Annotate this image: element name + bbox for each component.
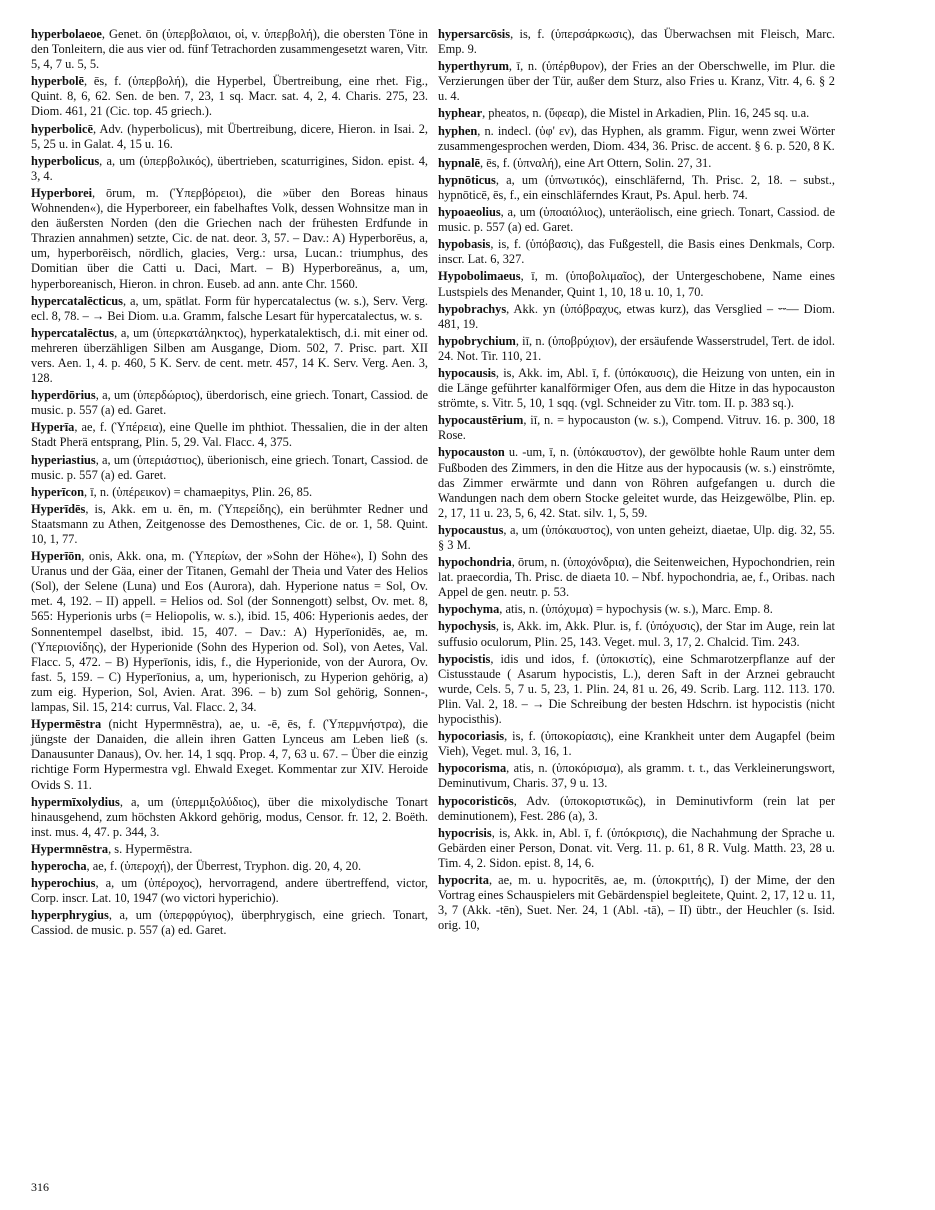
entry-lemma: hypobrychium bbox=[438, 333, 516, 348]
entry-lemma: hypocausis bbox=[438, 365, 496, 380]
dictionary-entry bbox=[31, 74, 428, 119]
entry-lemma: hyperbolē bbox=[31, 74, 85, 89]
dictionary-entry bbox=[31, 549, 428, 715]
dictionary-entry bbox=[438, 602, 835, 617]
entry-text: , ae, f. (Ὑπέρεια), eine Quelle im phthiot. Thessalien, die in der alten Stadt Pherä entsprang, Plin. 5, 29. Val. Flacc. 4, 375. bbox=[31, 420, 428, 450]
entry-text: , a, um (ὑπνωτικός), einschläfernd, Th. Prisc. 2, 18. – subst., hypnōticē, ēs, f., ein einschläferndes Kraut, Ps. Apul. herb. 74. bbox=[438, 172, 835, 202]
entry-text: , is, f. (ὑπόβασις), das Fußgestell, die Basis eines Denkmals, Corp. inscr. Lat. 6, 327. bbox=[438, 237, 835, 267]
entry-text: , a, um (ὑπερκατάληκτος), hyperkatalektisch, d.i. mit einer od. mehreren überzähligen Silben am Ausgange, Diom. 502, 7. Prisc. part. XII vers. Aen. 1, 4. p. 460, 5 K. Serv. de cent. metr. 457, 14 K. Serv. Verg. Aen. 3, 128. bbox=[31, 325, 428, 386]
dictionary-entry bbox=[31, 502, 428, 547]
entry-lemma: hyperphrygius bbox=[31, 908, 109, 923]
dictionary-entry bbox=[438, 761, 835, 791]
entry-lemma: hypoaeolius bbox=[438, 205, 501, 220]
dictionary-entry bbox=[438, 106, 835, 121]
entry-text: , a, um (ὑπερδώριος), überdorisch, eine griech. Tonart, Cassiod. de music. p. 557 (a) ed. Garet. bbox=[31, 388, 428, 418]
dictionary-entry bbox=[31, 908, 428, 938]
entry-text: , a, um (ὑπόκαυστος), von unten geheizt, diaetae, Ulp. dig. 32, 55. § 3 M. bbox=[438, 522, 835, 552]
entry-lemma: hypocistis bbox=[438, 651, 491, 666]
dictionary-entry bbox=[438, 302, 835, 332]
dictionary-entry bbox=[31, 294, 428, 324]
dictionary-entry bbox=[438, 173, 835, 203]
entry-text: , a, um (ὑποαιόλιος), unteräolisch, eine griech. Tonart, Cassiod. de music. p. 557 (a) ed. Garet. bbox=[438, 205, 835, 235]
entry-lemma: hyperiastius bbox=[31, 452, 96, 467]
entry-text: , is, f. (ὑπερσάρκωσις), das Überwachsen mit Fleisch, Marc. Emp. 9. bbox=[438, 27, 835, 57]
dictionary-entry bbox=[438, 156, 835, 171]
dictionary-entry bbox=[31, 420, 428, 450]
right-column bbox=[438, 27, 835, 935]
dictionary-entry bbox=[31, 27, 428, 72]
entry-text: , ēs, f. (ὑπναλή), eine Art Ottern, Solin. 27, 31. bbox=[480, 155, 712, 170]
left-column bbox=[31, 27, 428, 940]
dictionary-entry bbox=[31, 842, 428, 857]
entry-text: (nicht Hypermnēstra), ae, u. -ē, ēs, f. (Ὑπερμνήστρα), die jüngste der Danaiden, die allein ihren Gatten Lynceus am Leben ließ (s. Danausunter Danaus), Ov. her. 14, 1 sqq. Prop. 4, 7, 63 u. 67. – Über die einzig richtige Form Hypermestra vgl. Ehwald Exeget. Kommentar zur XIV. Heroide Ovids S. 11. bbox=[31, 717, 428, 792]
entry-text: , ae, m. u. hypocritēs, ae, m. (ὑποκριτής), I) der Mime, der den Vortrag eines Schauspielers mit Gebärdenspiel begleitete, Quint. 2, 17, 12 u. 11, 3, 7 (Akk. -tēn), Suet. Ner. 24, 1 (Abl. -tā), – II) übtr., der Heuchler (s. Isid. orig. 10, bbox=[438, 872, 835, 933]
entry-lemma: hypocaustus bbox=[438, 522, 504, 537]
entry-text: , ī, n. (ὑπέρθυρον), der Fries an der Oberschwelle, im Plur. die Verzierungen über der Tür, außer dem Sturz, also Fries u. Kranz, Vitr. 4, 6. § 2 u. 4. bbox=[438, 59, 835, 104]
entry-text: , atis, n. (ὑπόχυμα) = hypochysis (w. s.), Marc. Emp. 8. bbox=[499, 602, 773, 617]
dictionary-entry bbox=[438, 652, 835, 727]
dictionary-entry bbox=[438, 269, 835, 299]
dictionary-entry bbox=[31, 485, 428, 500]
page-number: 316 bbox=[31, 1180, 49, 1194]
entry-text: , n. indecl. (ὑφ' εν), das Hyphen, als gramm. Figur, wenn zwei Wörter zusammengesprochen werden, Diom. 434, 36. Prisc. de accent. § 6. p. 520, 8 K. bbox=[438, 123, 835, 153]
entry-text: , is, Akk. em u. ēn, m. (Ὑπερείδης), ein berühmter Redner und Staatsmann zu Athen, Zeitgenosse des Demosthenes, Cic. de or. 1, 58. Quint. 10, 1, 77. bbox=[31, 501, 428, 546]
entry-text: , onis, Akk. ona, m. (Ὑπερίων, der »Sohn der Höhe«), I) Sohn des Uranus und der Gäa, einer der Titanen, Gemahl der Theia und Vater des Helios (Sol), der Selene (Luna) und Eos (Aurora), dah. Hyperione natus = Sol, Ov. met. 4, 192. – II) appell. = Helios od. Sol (der Sonnengott) selbst, Ov. met. 8, 565: Hyperionis urbs (= Heliopolis, w. s.), ibid. 15, 406: Hyperionis aedes, der Sonnentempel daselbst, ibid. 15, 407. – Dav.: A) Hyperīonidēs, ae, m. (Ὑπεριονίδης), der Hyperionide (Sohn des Hyperion od. Sol), von Aetes, Val. Flacc. 5, 472. – B) Hyperīonis, idis, f., die Hyperionide, von der Aurora, Ov. fast. 5, 159. – C) Hyperīonius, a, um, hyperionisch, zu Hyperion gehörig, a) zum eig. Hyperion, Sol, Avien. Arat. 396. – b) zum Sol gehörig, Sonnen-, lampas, Sil. 15, 214: currus, Val. Flacc. 2, 34. bbox=[31, 549, 428, 715]
entry-lemma: hypocaustērium bbox=[438, 413, 524, 428]
dictionary-entry bbox=[438, 619, 835, 649]
dictionary-entry bbox=[438, 27, 835, 57]
dictionary-entry bbox=[438, 794, 835, 824]
dictionary-entry bbox=[31, 859, 428, 874]
entry-lemma: hyperdōrius bbox=[31, 388, 96, 403]
entry-text: , ae, f. (ὑπεροχή), der Überrest, Tryphon. dig. 20, 4, 20. bbox=[86, 858, 362, 873]
entry-lemma: hyperbolicē bbox=[31, 121, 93, 136]
dictionary-entry bbox=[31, 453, 428, 483]
entry-lemma: hypercatalēcticus bbox=[31, 293, 123, 308]
entry-text: , ī, n. (ὑπέρεικον) = chamaepitys, Plin. 26, 85. bbox=[84, 484, 313, 499]
entry-lemma: hypocauston bbox=[438, 445, 505, 460]
dictionary-entry bbox=[31, 795, 428, 840]
entry-lemma: hypobrachys bbox=[438, 301, 507, 316]
entry-lemma: hypnalē bbox=[438, 155, 481, 170]
entry-lemma: hypochyma bbox=[438, 602, 500, 617]
entry-text: , is, Akk. in, Abl. ī, f. (ὑπόκρισις), die Nachahmung der Sprache u. Gebärden einer Person, Donat. vit. Verg. 11. p. 61, 8 R. Vulg. Matth. 23, 28 u. Tim. 4, 2. Sidon. epist. 8, 14, 6. bbox=[438, 825, 835, 870]
entry-lemma: hypocrita bbox=[438, 872, 489, 887]
dictionary-entry bbox=[31, 186, 428, 292]
entry-text: , s. Hypermēstra. bbox=[108, 841, 193, 856]
dictionary-entry bbox=[438, 366, 835, 411]
entry-text: , ī, m. (ὑποβολιμαῖος), der Untergeschobene, Name eines Lustspiels des Menander, Quint 1, 10, 18 u. 10, 1, 70. bbox=[438, 269, 835, 299]
entry-lemma: hypermīxolydius bbox=[31, 794, 120, 809]
entry-text: , Genet. ōn (ὑπερβολαιοι, οἱ, v. ὑπερβολή), die obersten Töne in den Tonleitern, die aus vier od. fünf Tetrachorden zusammengesetzt waren, Vitr. 5, 4, 7 u. 5, 5. bbox=[31, 27, 428, 72]
entry-lemma: hypocrisis bbox=[438, 825, 492, 840]
entry-text: , ōrum, m. (Ὑπερβόρειοι), die »über den Boreas hinaus Wohnenden«), die Hyperboreer, ein fabelhaftes Volk, dessen Wohnsitze man in den äußersten Norden (den die Griechen nach der frühesten Erdfunde in Thrazien annahmen) setzte, Cic. de nat. deor. 3, 57. – Dav.: A) Hyperborēus, a, um, hyperborēisch, nördlich, glacies, Verg.: ursa, Lucan.: triumphus, des Domitian über die Catti u. Daci, Mart. – B) Hyperboreānus, a, um, hyperboreanisch, Hieron. in chron. Euseb. ad ann. ante Chr. 1560. bbox=[31, 185, 428, 291]
entry-lemma: hypocorisma bbox=[438, 761, 507, 776]
dictionary-entry bbox=[438, 237, 835, 267]
entry-lemma: hypobasis bbox=[438, 237, 491, 252]
entry-text: , is, Akk. im, Abl. ī, f. (ὑπόκαυσις), die Heizung von unten, ein in die Länge geführter kanalförmiger Ofen, aus dem die Hitze in das hypocauston strömte, s. Vitr. 5, 10, 1 sqq. (vgl. Schneider zu Vitr. tom. II. p. 383 sq.). bbox=[438, 365, 835, 411]
entry-lemma: hyphear bbox=[438, 106, 483, 121]
dictionary-entry bbox=[31, 717, 428, 792]
entry-lemma: Hypermēstra bbox=[31, 717, 102, 732]
entry-text: , a, um (ὑπερφρύγιος), überphrygisch, eine griech. Tonart, Cassiod. de music. p. 557 (a) ed. Garet. bbox=[31, 908, 428, 938]
dictionary-entry bbox=[438, 205, 835, 235]
dictionary-entry bbox=[31, 388, 428, 418]
dictionary-entry bbox=[438, 334, 835, 364]
entry-lemma: hyperochius bbox=[31, 876, 96, 891]
dictionary-entry bbox=[438, 873, 835, 933]
entry-text: , ēs, f. (ὑπερβολή), die Hyperbel, Übertreibung, eine rhet. Fig., Quint. 8, 6, 62. Sen. de ben. 7, 23, 1 sq. Macr. sat. 4, 2, 4. Charis. 275, 23. Diom. 461, 21 (Cic. top. 45 griech.). bbox=[31, 74, 428, 119]
dictionary-entry bbox=[438, 445, 835, 520]
entry-lemma: hypochysis bbox=[438, 619, 496, 634]
entry-text: , a, um (ὑπεριάστιος), überionisch, eine griech. Tonart, Cassiod. de music. p. 557 (a) ed. Garet. bbox=[31, 452, 428, 482]
dictionary-entry bbox=[438, 555, 835, 600]
entry-text: , iī, n. (ὑποβρύχιον), der ersäufende Wasserstrudel, Tert. de idol. 24. Not. Tir. 110, 21. bbox=[438, 333, 835, 363]
entry-lemma: Hypobolimaeus bbox=[438, 269, 521, 284]
entry-text: , a, um (ὑπερμιξολύδιος), über die mixolydische Tonart hinausgehend, zum höchsten Akkord gehörig, modus, Censor. fr. 12, 2. Boëth. inst. mus. 4, 47. p. 344, 3. bbox=[31, 794, 428, 839]
dictionary-entry bbox=[31, 154, 428, 184]
dictionary-entry bbox=[438, 729, 835, 759]
entry-lemma: hypochondria bbox=[438, 555, 512, 570]
entry-lemma: Hyperīa bbox=[31, 420, 75, 435]
entry-lemma: hypersarcōsis bbox=[438, 27, 511, 41]
entry-text: , a, um (ὑπερβολικός), übertrieben, scaturrigines, Sidon. epist. 4, 3, 4. bbox=[31, 153, 428, 183]
entry-lemma: hyperbolicus bbox=[31, 153, 100, 168]
entry-lemma: Hypermnēstra bbox=[31, 841, 109, 856]
dictionary-entry bbox=[438, 124, 835, 154]
entry-text: , a, um (ὑπέροχος), hervorragend, andere übertreffend, victor, Corp. inscr. Lat. 10, 1947 (wo victori hyperichio). bbox=[31, 876, 428, 906]
entry-text: , ōrum, n. (ὑποχόνδρια), die Seitenweichen, Hypochondrien, rein lat. praecordia, Th. Prisc. de diaeta 10. – Nbf. hypochondria, ae, f., Oribas. nach Appel de gen. neutr. p. 53. bbox=[438, 555, 835, 600]
entry-lemma: hypnōticus bbox=[438, 172, 496, 187]
entry-lemma: Hyperīdēs bbox=[31, 501, 86, 516]
dictionary-entry bbox=[438, 413, 835, 443]
entry-lemma: hypocoriasis bbox=[438, 729, 505, 744]
dictionary-entry bbox=[438, 826, 835, 871]
entry-text: , is, f. (ὑποκορίασις), eine Krankheit unter dem Augapfel (beim Vieh), Veget. mul. 3, 16, 1. bbox=[438, 729, 835, 759]
entry-text: , a, um, spätlat. Form für hypercatalectus (w. s.), Serv. Verg. ecl. 8, 78. – → Bei Diom. u.a. Gramm, falsche Lesart für hypercatalectus, w. s. bbox=[31, 293, 428, 323]
dictionary-entry bbox=[438, 59, 835, 104]
entry-text: , Adv. (ὑποκοριστικῶς), in Deminutivform (rein lat per deminutionem), Fest. 286 (a), 3. bbox=[438, 793, 835, 823]
dictionary-entry bbox=[31, 122, 428, 152]
entry-text: , atis, n. (ὑποκόρισμα), als gramm. t. t., das Verkleinerungswort, Deminutivum, Charis. 37, 9 u. 13. bbox=[438, 761, 835, 791]
entry-lemma: hyperocha bbox=[31, 858, 87, 873]
entry-text: , is, Akk. im, Akk. Plur. is, f. (ὑπόχυσις), der Star im Auge, rein lat suffusio oculorum, Plin. 25, 143. Veget. mul. 3, 17, 2. Chalcid. Tim. 243. bbox=[438, 619, 835, 649]
entry-text: , idis und idos, f. (ὑποκιστίς), eine Schmarotzerpflanze auf der Cistusstaude ( Asarum hypocistis, L.), deren Saft in der Arznei gebraucht wurde, Cels. 5, 7 u. 5, 23, 1. Plin. 24, 81 u. 26, 49. Scrib. Larg. 112. 113. 170. Plin. Val. 2, 18. – → Die Schreibung der besten Hdschrn. ist hypocistis (nicht hypocisthis). bbox=[438, 651, 835, 727]
entry-lemma: hyperīcon bbox=[31, 484, 85, 499]
dictionary-entry bbox=[31, 876, 428, 906]
entry-text: , Adv. (hyperbolicus), mit Übertreibung, dicere, Hieron. in Isai. 2, 5, 25 u. in Galat. 4, 15 u. 16. bbox=[31, 121, 428, 151]
entry-lemma: hyperbolaeoe bbox=[31, 27, 102, 41]
dictionary-entry bbox=[31, 326, 428, 386]
entry-lemma: Hyperīōn bbox=[31, 549, 82, 564]
entry-text: , pheatos, n. (ὕφεαρ), die Mistel in Arkadien, Plin. 16, 245 sq. u.a. bbox=[482, 106, 810, 121]
entry-lemma: hyphen bbox=[438, 123, 478, 138]
entry-text: , Akk. yn (ὑπόβραχυς, etwas kurz), das Versglied – ⏑⏑–– Diom. 481, 19. bbox=[438, 301, 835, 331]
entry-text: u. -um, ī, n. (ὑπόκαυστον), der gewölbte hohle Raum unter dem Fußboden des Zimmers, in den die Hitze aus der hypocausis (w. s.) einströmte, das Zimmer erwärmte und dann von Röhren aufgefangen u. durch die Wandungen nach dem obern Stocke geleitet wurde, das Heizgewölbe, Plin. ep. 2, 17, 11 u. 23, 5, 6, 42. Stat. silv. 1, 5, 59. bbox=[438, 445, 835, 520]
entry-lemma: hypocoristicōs bbox=[438, 793, 514, 808]
entry-lemma: hypercatalēctus bbox=[31, 325, 115, 340]
entry-text: , iī, n. = hypocauston (w. s.), Compend. Vitruv. 16. p. 300, 18 Rose. bbox=[438, 413, 835, 443]
entry-lemma: hyperthyrum bbox=[438, 59, 509, 74]
entry-lemma: Hyperborei bbox=[31, 185, 93, 200]
dictionary-entry bbox=[438, 523, 835, 553]
